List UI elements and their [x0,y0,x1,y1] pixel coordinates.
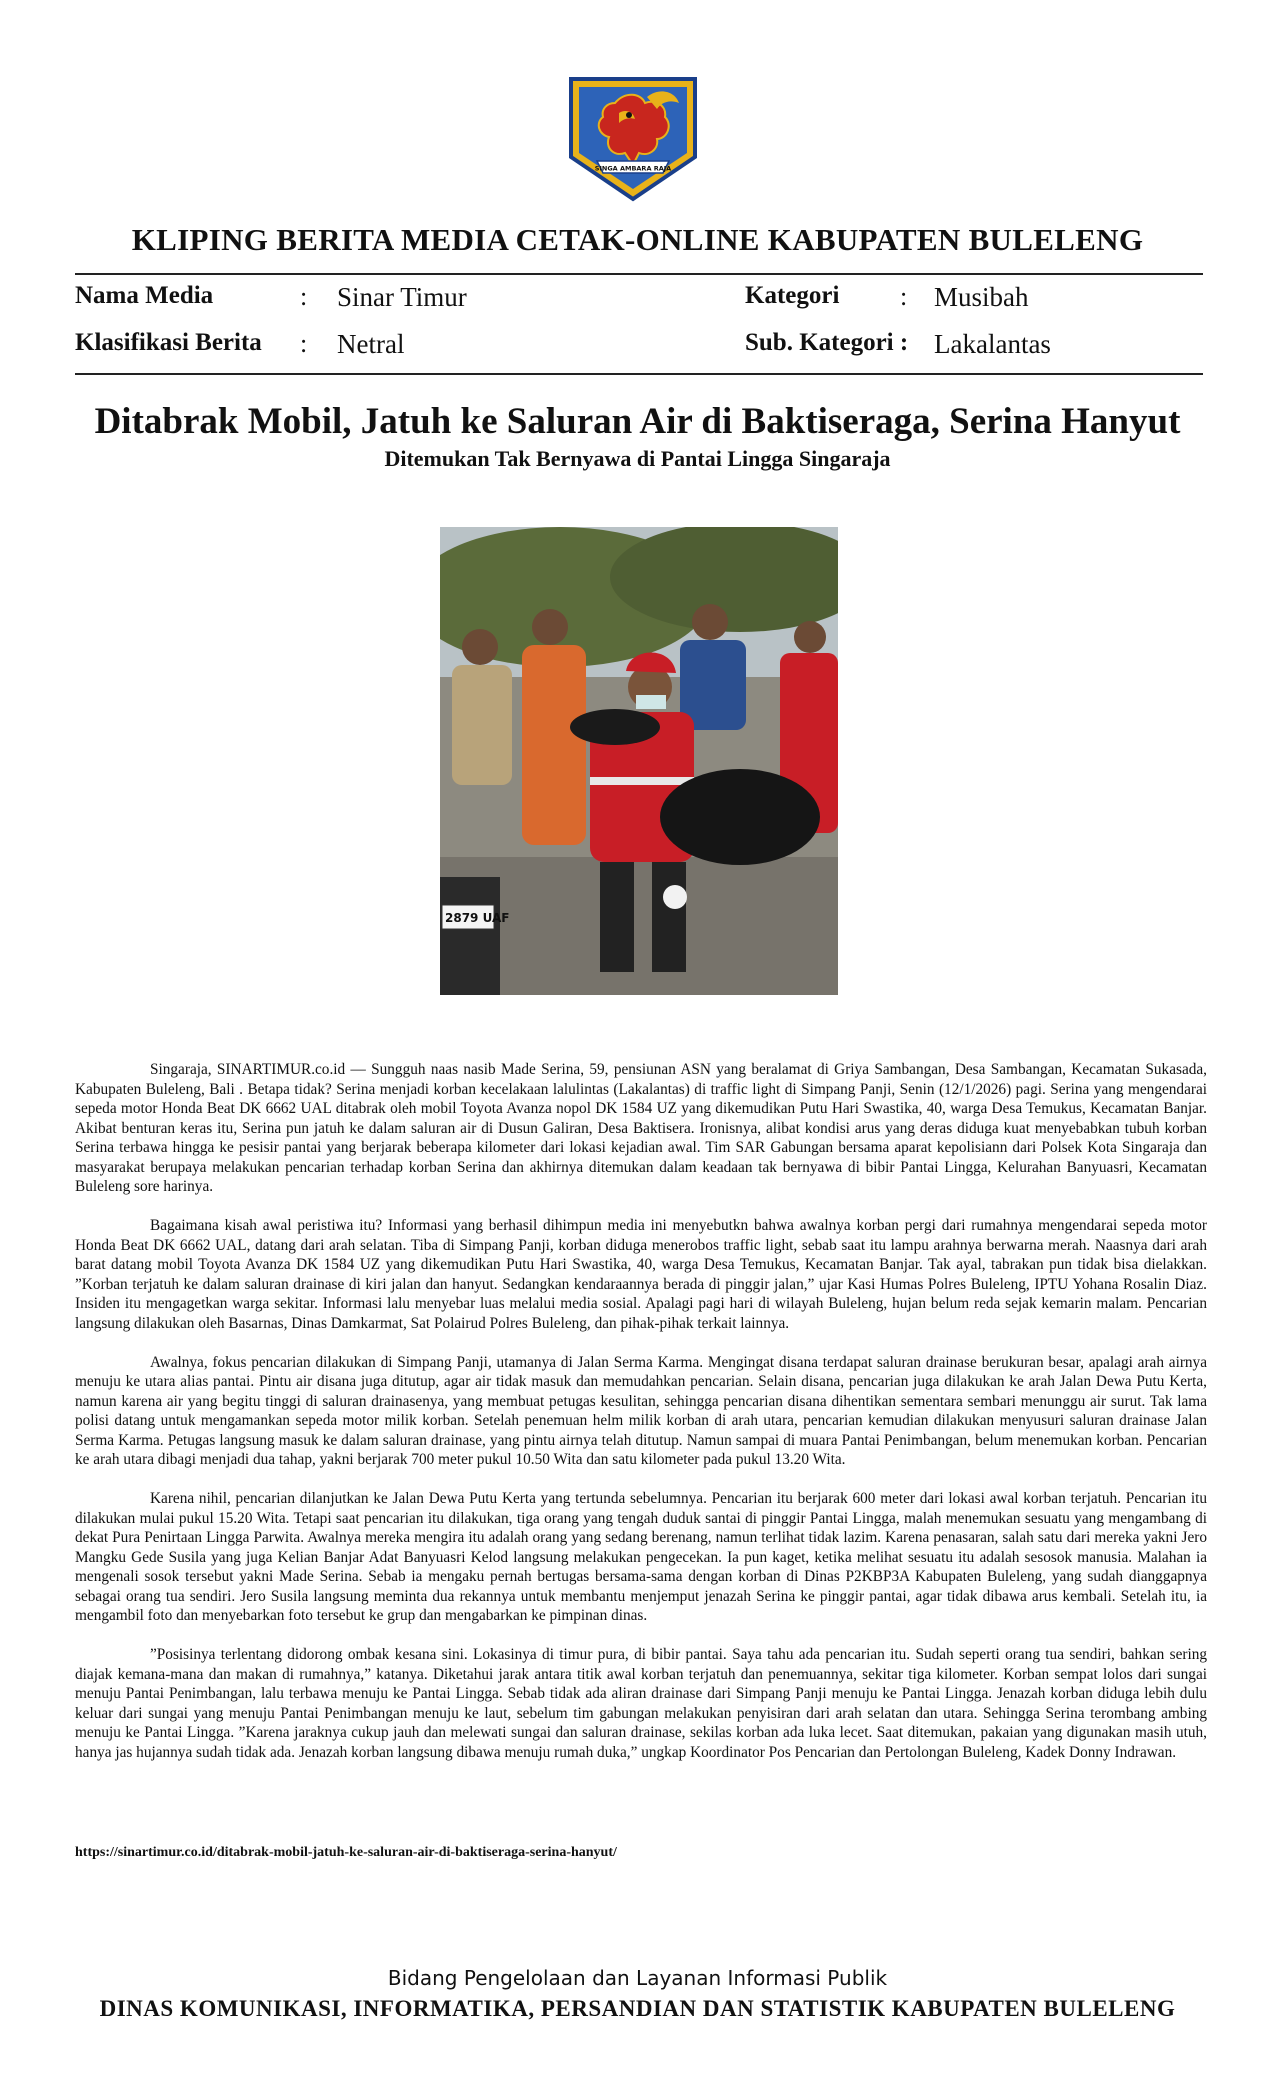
article-photo [440,527,838,995]
source-url: https://sinartimur.co.id/ditabrak-mobil-jatuh-ke-saluran-air-di-baktiseraga-serina-hanyut/ [75,1845,617,1860]
logo-motto: SINGA AMBARA RAJA [594,164,672,173]
kategori-colon: : [900,282,908,311]
article-headline: Ditabrak Mobil, Jatuh ke Saluran Air di Baktiseraga, Serina Hanyut [94,401,1181,442]
klasifikasi-value: Netral [337,329,405,359]
regency-logo [563,73,703,203]
photo-plate: 2879 UAF [445,911,510,925]
kategori-value: Musibah [934,282,1029,312]
article-paragraph: Karena nihil, pencarian dilanjutkan ke Jalan Dewa Putu Kerta yang tertunda sebelumnya. Pencarian itu berjarak 600 meter dari lokasi awal korban terjatuh. Pencarian itu dilakukan mulai pukul 15.20 Wita. Tetapi saat pencarian itu dilakukan, tiga orang yang tengah duduk santai di pinggir Pantai Lingga, malah menemukan sesuatu yang mengambang di dekat Pura Penirtaan Lingga Parwita. Awalnya mereka mengira itu adalah orang yang sedang berenang, namun terlihat tidak lazim. Karena penasaran, salah satu dari mereka yakni Jero Mangku Gede Susila yang juga Kelian Banjar Adat Banyuasri Kelod langsung melakukan pengecekan. Ia pun kaget, ketika melihat sesuatu itu adalah sesosok manusia. Malahan ia mengenali sosok tersebut yakni Made Serina. Sebab ia mengaku pernah bertugas bersama-sama dengan korban di Dinas P2KBP3A Kabupaten Buleleng, yang sudah dianggapnya sebagai orang tua sendiri. Jero Susila langsung meminta dua rekannya untuk membantu menjemput jenazah Serina ke pinggir pantai, agar tidak dibawa arus kembali. Setelah itu, ia mengambil foto dan menyebarkan foto tersebut ke grup dan mengabarkan ke pimpinan dinas. [75,1490,1207,1624]
footer-division: Bidang Pengelolaan dan Layanan Informasi Publik [387,1966,888,1990]
article-subheadline: Ditemukan Tak Bernyawa di Pantai Lingga Singaraja [384,446,891,471]
article-paragraph: Bagaimana kisah awal peristiwa itu? Informasi yang berhasil dihimpun media ini menyebutkn bahwa awalnya korban pergi dari rumahnya mengendarai sepeda motor Honda Beat DK 6662 UAL, datang dari arah selatan. Tiba di Simpang Panji, korban diduga menerobos traffic light, sebab saat itu lampu arahnya berwarna merah. Naasnya dari arah barat datang mobil Toyota Avanza DK 1584 UZ yang dikemudikan Putu Hari Swastika, 40, warga Desa Temukus, Kecamatan Banjar. Tak ayal, tabrakan pun tidak bisa dielakkan. ”Korban terjatuh ke dalam saluran drainase di kiri jalan dan hanyut. Sedangkan kendaraannya berada di pinggir jalan,” ujar Kasi Humas Polres Buleleng, IPTU Yohana Rosalin Diaz. Insiden itu mengagetkan warga sekitar. Informasi lalu menyebar luas melalui media sosial. Apalagi pagi hari di wilayah Buleleng, hujan belum reda sejak kemarin malam. Pencarian langsung dilakukan oleh Basarnas, Dinas Damkarmat, Sat Polairud Polres Buleleng, dan pihak-pihak terkait lainnya. [75,1217,1207,1332]
article-paragraph: ”Posisinya terlentang didorong ombak kesana sini. Lokasinya di timur pura, di bibir pantai. Saya tahu ada pencarian itu. Sudah seperti orang tua sendiri, bahkan sering diajak kemana-mana dan makan di rumahnya,” katanya. Diketahui jarak antara titik awal korban terjatuh dan penemuannya, sekitar tiga kilometer. Korban sempat lolos dari sungai menuju Pantai Penimbangan, lalu terbawa menuju ke Pantai Lingga. Sebab tidak ada aliran drainase dari Simpang Panji menuju ke Pantai Lingga. Jenazah korban diduga lebih dulu keluar dari sungai yang menuju Pantai Penimbangan menuju ke laut, sebelum tim gabungan melakukan penyisiran dari arah selatan dan utara. Sehingga Serina terombang ambing menuju ke Pantai Lingga. ”Karena jaraknya cukup jauh dan melewati sungai dan saluran drainase, sekilas korban ada luka lecet. Saat ditemukan, pakaian yang digunakan masih utuh, hanya jas hujannya sudah tidak ada. Jenazah korban langsung dibawa menuju rumah duka,” ungkap Koordinator Pos Pencarian dan Pertolongan Buleleng, Kadek Donny Indrawan. [75,1646,1207,1761]
klasifikasi-label: Klasifikasi Berita [75,329,262,356]
nama-media-value: Sinar Timur [337,282,467,312]
nama-media-colon: : [300,282,308,311]
page-title: KLIPING BERITA MEDIA CETAK-ONLINE KABUPATEN BULELENG [131,222,1144,257]
klasifikasi-colon: : [300,329,308,358]
article-body [75,1060,1207,1782]
sub-kategori-value: Lakalantas [934,329,1051,359]
footer-agency: DINAS KOMUNIKASI, INFORMATIKA, PERSANDIAN DAN STATISTIK KABUPATEN BULELENG [99,1996,1176,2021]
article-paragraph: Awalnya, fokus pencarian dilakukan di Simpang Panji, utamanya di Jalan Serma Karma. Mengingat disana terdapat saluran drainase berukuran besar, apalagi arah airnya menuju ke utara alias pantai. Pintu air disana juga ditutup, agar air tidak masuk dan memudahkan pencarian. Selain disana, pencarian juga dilakukan ke arah Jalan Dewa Putu Kerta, namun karena air yang begitu tinggi di saluran drainasenya, yang membuat petugas kesulitan, sehingga pencarian disana dihentikan sementara sembari menunggu air surut. Tak lama polisi datang untuk mengamankan sepeda motor milik korban. Setelah penemuan helm milik korban di arah utara, pencarian kemudian dilakukan menyusuri saluran drainase Jalan Serma Karma. Petugas langsung masuk ke dalam saluran drainase, yang pintu airnya telah ditutup. Namun sampai di muara Pantai Penimbangan, belum menemukan korban. Pencarian ke arah utara dibagi menjadi dua tahap, yakni berjarak 700 meter pukul 10.50 Wita dan satu kilometer pada pukul 13.20 Wita. [75,1353,1207,1468]
article-paragraph: Singaraja, SINARTIMUR.co.id — Sungguh naas nasib Made Serina, 59, pensiunan ASN yang beralamat di Griya Sambangan, Desa Sambangan, Kecamatan Sukasada, Kabupaten Buleleng, Bali . Betapa tidak? Serina menjadi korban kecelakaan lalulintas (Lakalantas) di traffic light di Simpang Panji, Senin (12/1/2026) pagi. Serina yang mengendarai sepeda motor Honda Beat DK 6662 UAL ditabrak oleh mobil Toyota Avanza nopol DK 1584 UZ yang dikemudikan Putu Hari Swastika, 40, warga Desa Temukus, Kecamatan Banjar. Akibat benturan keras itu, Serina pun jatuh ke dalam saluran air di Dusun Galiran, Desa Baktisera. Ironisnya, alibat kondisi arus yang deras diduga kuat menyebabkan tubuh korban Serina terbawa hingga ke pesisir pantai yang berjarak beberapa kilometer dari lokasi kejadian awal. Tim SAR Gabungan bersama aparat kepolisiann dari Polsek Kota Singaraja dan masyarakat berupaya melakukan pencarian terhadap korban Serina dan akhirnya ditemukan dalam keadaan tak bernyawa di bibir Pantai Lingga, Kelurahan Banyuasri, Kecamatan Buleleng sore harinya. [75,1061,1207,1195]
nama-media-label: Nama Media [75,282,214,309]
sub-kategori-label: Sub. Kategori : [745,329,909,356]
bottom-divider [75,373,1203,375]
top-divider [75,273,1203,275]
kategori-label: Kategori [745,282,840,309]
